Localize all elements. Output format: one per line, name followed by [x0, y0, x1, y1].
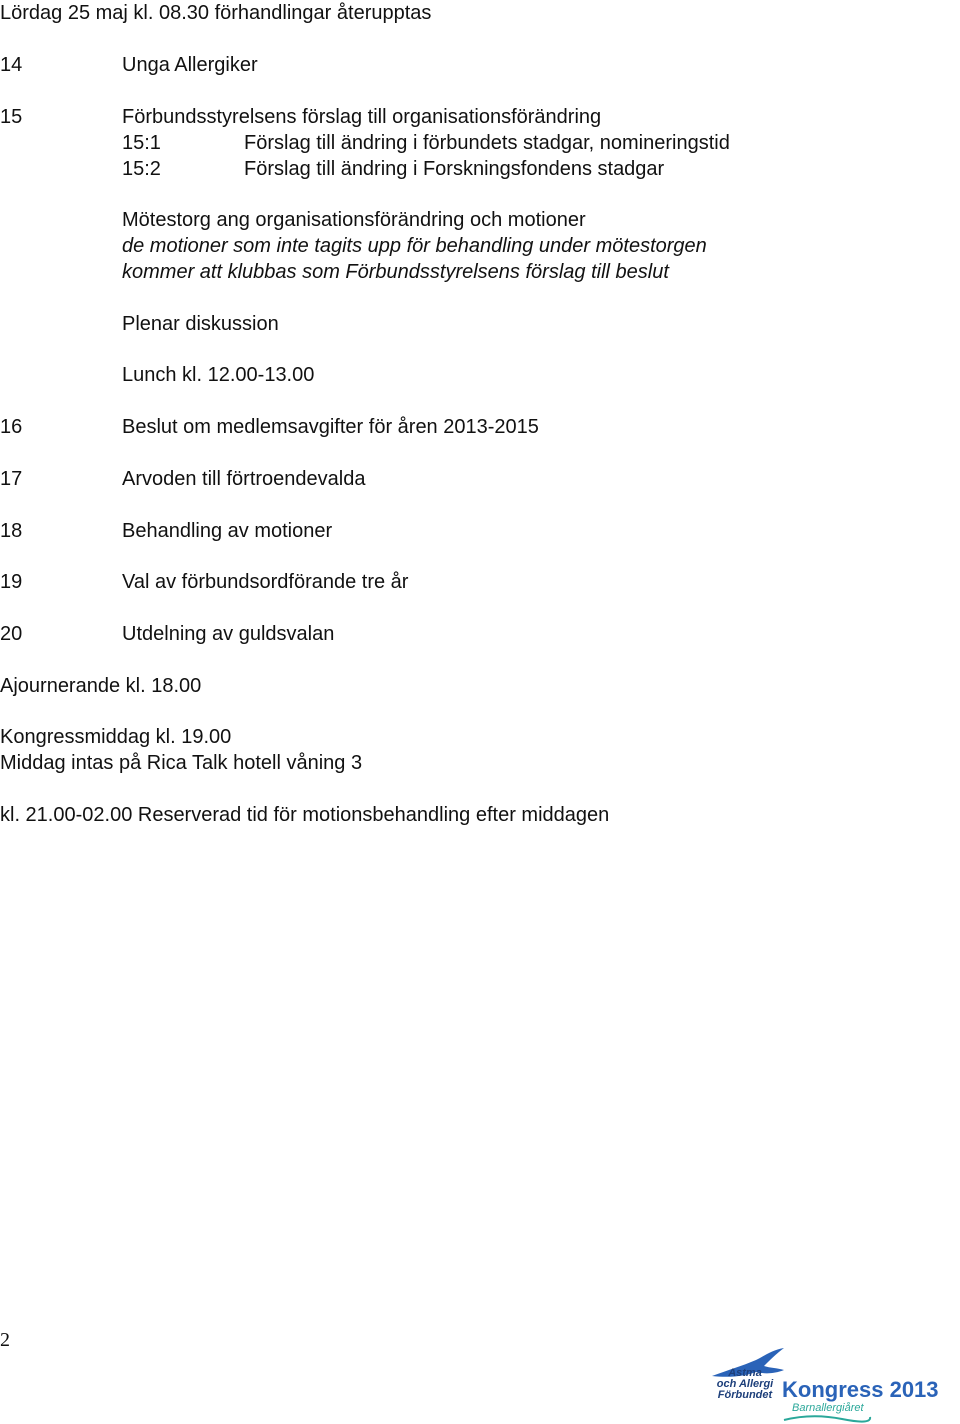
item-text: Arvoden till förtroendevalda	[122, 468, 366, 490]
event-subtitle: Barnallergiåret	[792, 1402, 864, 1414]
lunch-text: Lunch kl. 12.00-13.00	[122, 364, 315, 386]
item-number: 14	[0, 54, 23, 76]
kongressmiddag-text: Kongressmiddag kl. 19.00	[0, 726, 232, 748]
item-number: 16	[0, 416, 23, 438]
org-line-3: Förbundet	[717, 1389, 773, 1401]
ajournerande-line	[0, 673, 960, 699]
item-text: Unga Allergiker	[122, 54, 258, 76]
middag-text: Middag intas på Rica Talk hotell våning 3	[0, 752, 363, 774]
item-number: 15	[0, 106, 23, 128]
item-number: 19	[0, 571, 23, 593]
item-number: 17	[0, 468, 23, 490]
item-text: Utdelning av guldsvalan	[122, 623, 335, 645]
org-line-1: Astma	[728, 1367, 762, 1379]
item-text: Behandling av motioner	[122, 520, 333, 542]
subitem-text: Förslag till ändring i förbundets stadgar, nomineringstid	[244, 132, 730, 154]
subitem-text: Förslag till ändring i Forskningsfondens stadgar	[244, 158, 665, 180]
wave-swoosh-icon	[782, 1414, 872, 1424]
header-text: Lördag 25 maj kl. 08.30 förhandlingar återupptas	[0, 2, 432, 24]
item-number: 20	[0, 623, 23, 645]
reserverad-line	[0, 802, 960, 828]
motestorg-note-text: de motioner som inte tagits upp för behandling under mötestorgen	[122, 235, 707, 257]
item-text: Val av förbundsordförande tre år	[122, 571, 409, 593]
org-name-block	[710, 1368, 780, 1401]
item-text: Förbundsstyrelsens förslag till organisationsförändring	[122, 106, 602, 128]
page-number: 2	[0, 1329, 10, 1351]
motestorg-title-text: Mötestorg ang organisationsförändring och motioner	[122, 209, 586, 231]
middag-line	[0, 750, 960, 776]
subitem-number: 15:1	[122, 132, 161, 154]
ajournerande-text: Ajournerande kl. 18.00	[0, 675, 202, 697]
plenar-text: Plenar diskussion	[122, 313, 279, 335]
section-header	[0, 0, 960, 26]
event-title: Kongress 2013	[782, 1377, 939, 1402]
motestorg-note-text: kommer att klubbas som Förbundsstyrelsens förslag till beslut	[122, 261, 669, 283]
item-text: Beslut om medlemsavgifter för åren 2013-2015	[122, 416, 539, 438]
org-line-2: och Allergi	[716, 1378, 774, 1390]
kongress-logo	[698, 1340, 960, 1420]
reserverad-text: kl. 21.00-02.00 Reserverad tid för motionsbehandling efter middagen	[0, 804, 610, 826]
subitem-number: 15:2	[122, 158, 161, 180]
kongressmiddag-line	[0, 724, 960, 750]
item-number: 18	[0, 520, 23, 542]
